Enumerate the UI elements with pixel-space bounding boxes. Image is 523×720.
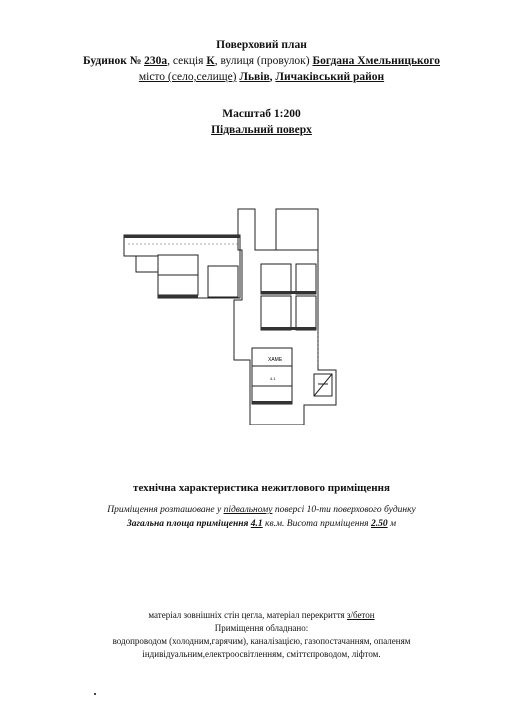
materials-value: з/бетон xyxy=(346,610,375,620)
plan-outer-wall xyxy=(234,209,336,425)
scale-label: Масштаб 1:200 xyxy=(222,108,301,120)
plan-room xyxy=(261,264,291,294)
area-line xyxy=(0,519,523,529)
plan-wall-fill xyxy=(261,291,316,294)
height-value: 2.50 xyxy=(370,519,388,529)
area-unit: кв.м. Висота приміщення xyxy=(265,519,369,529)
scan-speck xyxy=(94,693,96,695)
plan-wall-fill xyxy=(158,295,198,298)
plan-wall-fill xyxy=(124,235,240,238)
plan-wall-fill xyxy=(261,327,316,330)
section-label: , секція xyxy=(167,55,204,67)
location-floor: підвальному xyxy=(223,505,273,515)
floor-plan-drawing xyxy=(118,200,338,425)
height-unit: м xyxy=(389,519,397,529)
building-prefix: Будинок № xyxy=(83,55,142,67)
area-label: Загальна площа приміщення xyxy=(126,519,249,529)
city-line: місто (село,селище) Львів, Личаківський район xyxy=(138,71,385,83)
plan-wall-fill xyxy=(252,401,292,404)
city-value: Львів xyxy=(239,71,270,83)
characteristics-title: технічна характеристика нежитлового приміщення xyxy=(133,482,390,494)
location-suffix: поверсі 10-ти поверхового будинку xyxy=(274,505,416,515)
materials-line xyxy=(0,610,523,620)
plan-room-label: ХАМЕ xyxy=(268,357,283,363)
plan-room xyxy=(296,264,316,294)
plan-room xyxy=(261,296,291,330)
plan-room xyxy=(296,296,316,330)
document-title: Поверховий план xyxy=(216,39,307,51)
building-number: 230а xyxy=(144,55,168,67)
section-value: К xyxy=(206,55,215,67)
street-label: , вулиця (провулок) xyxy=(214,55,310,67)
equipment-list-2: індивідуальним,електроосвітленням, сміттєпроводом, ліфтом. xyxy=(142,649,381,659)
plan-stair-step xyxy=(314,374,332,396)
equipment-list-1: водопроводом (холодним,гарячим), каналізацією, газопостачанням, опаленям xyxy=(112,636,411,646)
street-value: Богдана Хмельницького xyxy=(312,55,440,67)
plan-room xyxy=(208,266,238,297)
area-value: 4.1 xyxy=(250,519,263,529)
district-value: Личаківський район xyxy=(275,71,385,83)
materials-prefix: матеріал зовнішніх стін цегла, матеріал перекриття xyxy=(148,610,345,620)
floor-label: Підвальний поверх xyxy=(211,124,312,136)
city-label: місто (село,селище) xyxy=(138,71,237,83)
location-prefix: Приміщення розташоване у xyxy=(107,505,222,515)
building-line xyxy=(0,55,523,67)
equipment-heading: Приміщення обладнано: xyxy=(214,623,309,633)
location-line xyxy=(0,505,523,515)
plan-room-area: 4.1 xyxy=(270,376,276,381)
